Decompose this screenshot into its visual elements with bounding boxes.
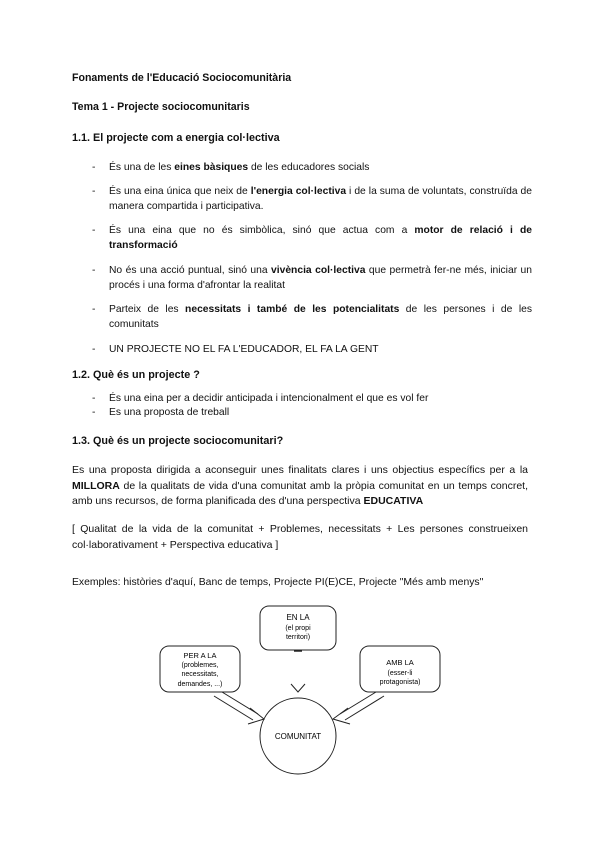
left-box-label: (problemes, <box>181 662 219 669</box>
section-heading-1-3: 1.3. Què és un projecte sociocomunitari? <box>72 435 284 447</box>
right-arrow <box>333 692 384 724</box>
right-box-label: protagonista) <box>379 679 421 686</box>
list-item: - És una eina per a decidir anticipada i intencionalment el que es vol fer <box>92 393 429 404</box>
list-item: - Parteix de les necessitats i també de les potencialitats de les persones i de les comunitats <box>92 304 532 330</box>
document-title: Fonaments de l'Educació Sociocomunitària <box>72 72 292 84</box>
center-label: COMUNITAT <box>274 732 322 741</box>
top-box-label: territori) <box>285 634 311 641</box>
topic-heading: Tema 1 - Projecte sociocomunitaris <box>72 101 250 113</box>
right-box-label: (esser-li <box>387 670 413 677</box>
list-item: - És una eina única que neix de l'energia col·lectiva i de la suma de voluntats, construïda de manera compartida i participativa. <box>92 186 532 212</box>
top-box-label: (el propi <box>285 625 311 632</box>
section-heading-1-2: 1.2. Què és un projecte ? <box>72 369 200 381</box>
community-diagram <box>150 600 450 780</box>
list-item: - És una eina que no és simbòlica, sinó que actua com a motor de relació i de transformació <box>92 225 532 251</box>
formula-paragraph: [ Qualitat de la vida de la comunitat + Problemes, necessitats + Les persones construeixen col·laborativament + Perspectiva educativa ] <box>72 523 528 551</box>
section-heading-1-1: 1.1. El projecte com a energia col·lectiva <box>72 132 280 144</box>
left-box-label: PER A LA <box>183 651 217 660</box>
top-box-label: EN LA <box>286 613 310 622</box>
list-item: - No és una acció puntual, sinó una vivència col·lectiva que permetrà fer-ne més, iniciar un procés i una forma d'afrontar la realitat <box>92 265 533 291</box>
definition-paragraph: Es una proposta dirigida a aconseguir unes finalitats clares i uns objectius específics per a la MILLORA de la qualitats de vida d'una comunitat amb la pròpia comunitat en un temps concret, amb uns recursos, de forma planificada des d'una perspectiva EDUCATIVA <box>72 464 528 507</box>
top-arrow <box>291 684 305 692</box>
right-box-label: AMB LA <box>386 658 414 667</box>
examples-line: Exemples: històries d'aquí, Banc de temps, Projecte PI(E)CE, Projecte "Més amb menys" <box>72 577 484 588</box>
left-box-label: necessitats, <box>181 671 219 678</box>
list-item: - És una de les eines bàsiques de les educadores socials <box>92 162 370 173</box>
list-item: - UN PROJECTE NO EL FA L'EDUCADOR, EL FA LA GENT <box>92 344 379 355</box>
left-box-label: demandes, ...) <box>177 681 223 688</box>
left-arrow <box>214 692 264 724</box>
list-item: - Es una proposta de treball <box>92 407 230 418</box>
